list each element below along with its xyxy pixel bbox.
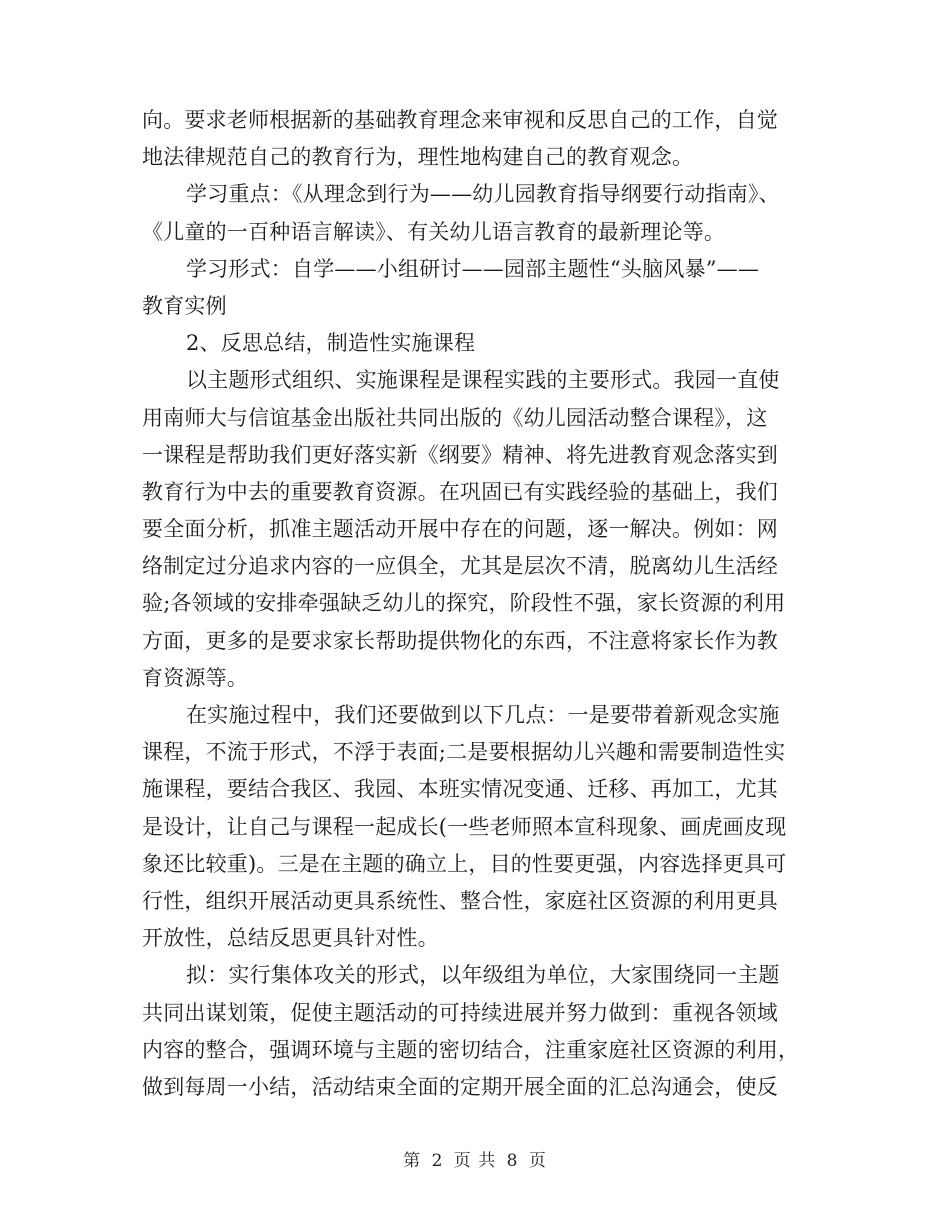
footer-current-page: 2	[431, 1151, 444, 1171]
text-line: 一课程是帮助我们更好落实新《纲要》精神、将先进教育观念落实到	[142, 442, 778, 467]
footer-prefix: 第	[403, 1151, 422, 1171]
text-line: 象还比较重)。三是在主题的确立上，目的性要更强，内容选择更具可	[142, 851, 787, 876]
footer-suffix: 页	[528, 1151, 547, 1171]
text-line: 学习形式：自学——小组研讨——园部主题性“头脑风暴”——	[186, 256, 760, 281]
footer-total-pages: 8	[506, 1151, 519, 1171]
footer-middle: 页 共	[453, 1151, 497, 1171]
paragraph-continuation	[142, 102, 812, 176]
text-line: 在实施过程中，我们还要做到以下几点：一是要带着新观念实施	[186, 703, 780, 727]
text-line: 是设计，让自己与课程一起成长(一些老师照本宣科现象、画虎画皮现	[142, 814, 787, 839]
page-footer	[0, 1146, 950, 1171]
document-body	[142, 102, 812, 1106]
text-line: 要全面分析，抓准主题活动开展中存在的问题，逐一解决。例如：网	[142, 517, 778, 542]
text-line: 络制定过分追求内容的一应俱全，尤其是层次不清，脱离幼儿生活经	[142, 554, 778, 579]
text-line: 做到每周一小结，活动结束全面的定期开展全面的汇总沟通会，使反	[142, 1074, 778, 1099]
text-line: 内容的整合，强调环境与主题的密切结合，注重家庭社区资源的利用，	[142, 1037, 800, 1062]
text-line: 方面，更多的是要求家长帮助提供物化的东西，不注意将家长作为教	[142, 628, 778, 653]
text-line: 课程，不流于形式，不浮于表面;二是要根据幼儿兴趣和需要制造性实	[142, 740, 786, 765]
text-line: 用南师大与信谊基金出版社共同出版的《幼儿园活动整合课程》，这	[142, 405, 768, 430]
text-line: 验;各领域的安排牵强缺乏幼儿的探究，阶段性不强，家长资源的利用	[142, 591, 786, 616]
text-line: 教育行为中去的重要教育资源。在巩固已有实践经验的基础上，我们	[142, 479, 778, 504]
text-line: 行性，组织开展活动更具系统性、整合性，家庭社区资源的利用更具	[142, 888, 778, 913]
paragraph-study-form	[142, 251, 812, 325]
text-line: 2、反思总结，制造性实施课程	[186, 331, 476, 356]
text-line: 施课程，要结合我区、我园、本班实情况变通、迁移、再加工，尤其	[142, 777, 778, 802]
text-line: 学习重点：《从理念到行为——幼儿园教育指导纲要行动指南》、	[186, 182, 780, 207]
text-line: 育资源等。	[142, 665, 248, 690]
text-line: 以主题形式组织、实施课程是课程实践的主要形式。我园一直使	[186, 368, 780, 393]
section-heading-2	[142, 325, 812, 362]
text-line: 共同出谋划策，促使主题活动的可持续进展并努力做到：重视各领域	[142, 1000, 778, 1025]
paragraph-theme-curriculum	[142, 362, 812, 697]
text-line: 向。要求老师根据新的基础教育理念来审视和反思自己的工作，自觉	[142, 108, 778, 132]
text-line: 地法律规范自己的教育行为，理性地构建自己的教育观念。	[142, 145, 694, 170]
paragraph-plan	[142, 957, 812, 1106]
text-line: 《儿童的一百种语言解读》、有关幼儿语言教育的最新理论等。	[142, 219, 726, 244]
text-line: 拟：实行集体攻关的形式，以年级组为单位，大家围绕同一主题	[186, 963, 780, 988]
paragraph-implementation	[142, 697, 812, 957]
text-line: 开放性，总结反思更具针对性。	[142, 926, 439, 951]
text-line: 教育实例	[142, 293, 227, 318]
paragraph-study-focus	[142, 176, 812, 250]
